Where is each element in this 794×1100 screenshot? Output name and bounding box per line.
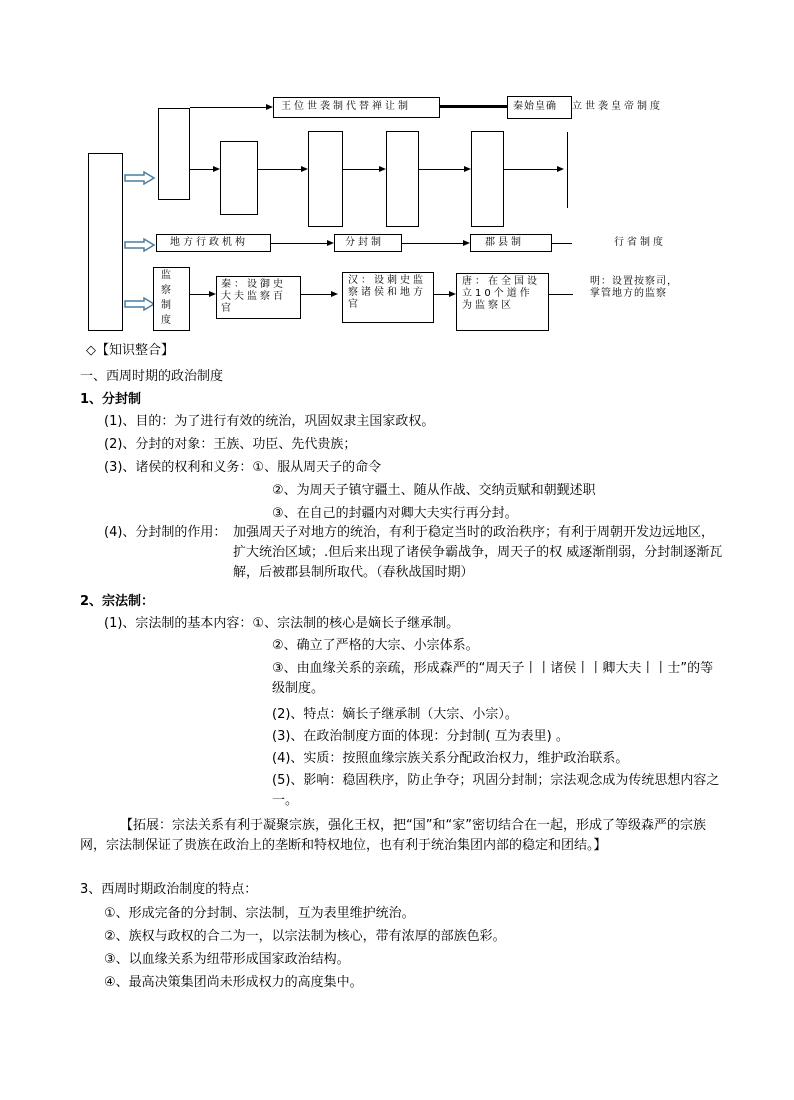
jiancha-label: 监察制度 (161, 270, 171, 326)
fenfeng-rights-3: ③、在自己的封疆内对卿大夫实行再分封。 (272, 506, 518, 521)
heading-features: 3、西周时期政治制度的特点： (80, 882, 258, 897)
extension-note: 【拓展：宗法关系有利于凝聚宗族，强化王权，把“国”和“家”密切结合在一起，形成了等级森严的宗族网，宗法制保证了贵族在政治上的垄断和特权地位，也有利于统治集团内部的稳定和团结。】 (80, 818, 706, 853)
heading-fenfeng: 1、分封制 (80, 392, 142, 407)
zongfa-embodiment: (3)、在政治制度方面的体现：分封制( 互为表里) 。 (272, 729, 569, 744)
zongfa-influence: (5)、影响：稳固秩序，防止争夺；巩固分封制；宗法观念成为传统思想内容之一。 (272, 773, 720, 808)
fenfeng-rights: (3)、诸侯的权利和义务：①、服从周天子的命令 (104, 460, 382, 475)
tang-jc-label: 唐：在全国设立10个道作为监察区 (462, 276, 540, 311)
feature-2: ②、族权与政权的合二为一，以宗法制为核心，带有浓厚的部族色彩。 (104, 929, 506, 944)
qin-box-label: 秦始皇确 (513, 101, 557, 112)
feature-3: ③、以血缘关系为纽带形成国家政治结构。 (104, 952, 350, 967)
hollow-arrow-icon (124, 238, 156, 252)
section-header: ◇【知识整合】 (86, 343, 174, 358)
zongfa-content-2: ②、确立了严格的大宗、小宗体系。 (272, 638, 479, 653)
fenfeng-rights-2: ②、为周天子镇守疆土、随从作战、交纳贡赋和朝觐述职 (272, 483, 596, 498)
empty-box-1 (158, 108, 190, 200)
fenfeng-role-label: (4)、分封制的作用： (104, 525, 227, 540)
root-box (88, 153, 123, 331)
feature-1: ①、形成完备的分封制、宗法制，互为表里维护统治。 (104, 906, 415, 921)
hollow-arrow-icon (124, 171, 156, 185)
fenfeng-role-text: 加强周天子对地方的统治，有利于稳定当时的政治秩序；有利于周朝开发边远地区，扩大统治区域；.但后来出现了诸侯争霸战争，周天子的权 威逐渐削弱，分封制逐渐瓦解，后被郡县制所取代。（春秋战国时期） (233, 525, 723, 580)
feature-4: ④、最高决策集团尚未形成权力的高度集中。 (104, 975, 363, 990)
qin-jc-label: 秦：设御史大夫监察百官 (221, 279, 286, 314)
top-box-label: 王位世袭制代替禅让制 (281, 101, 411, 112)
qin-cont-label: 立世袭皇帝制度 (572, 101, 663, 112)
heading-zongfa: 2、宗法制： (80, 594, 155, 609)
zongfa-feature: (2)、特点：嫡长子继承制（大宗、小宗）。 (272, 707, 518, 722)
fenfeng-label: 分封制 (345, 237, 384, 248)
ming-jc-label: 明：设置按察司，掌管地方的监察 (590, 276, 678, 299)
empty-box-2 (220, 141, 258, 215)
zongfa-essence: (4)、实质：按照血缘宗族关系分配政治权力，维护政治联系。 (272, 751, 629, 766)
zongfa-content-3: ③、由血缘关系的亲疏，形成森严的“周天子丨丨诸侯丨丨卿大夫丨丨士”的等级制度。 (272, 661, 714, 696)
xingsheng-label: 行省制度 (614, 237, 666, 248)
empty-box-3 (308, 131, 343, 227)
empty-box-5 (471, 131, 504, 227)
empty-box-4 (386, 131, 419, 227)
fenfeng-purpose: (1)、目的：为了进行有效的统治，巩固奴隶主国家政权。 (104, 414, 435, 429)
local-admin-label: 地方行政机构 (170, 237, 248, 248)
zongfa-content-1: (1)、宗法制的基本内容：①、宗法制的核心是嫡长子继承制。 (104, 616, 460, 631)
junxian-label: 郡县制 (485, 237, 524, 248)
hollow-arrow-icon (124, 297, 156, 311)
section-1-title: 一、西周时期的政治制度 (80, 369, 224, 384)
fenfeng-objects: (2)、分封的对象：王族、功臣、先代贵族； (104, 437, 357, 452)
han-jc-label: 汉：设刺史监察诸侯和地方官 (348, 275, 426, 310)
